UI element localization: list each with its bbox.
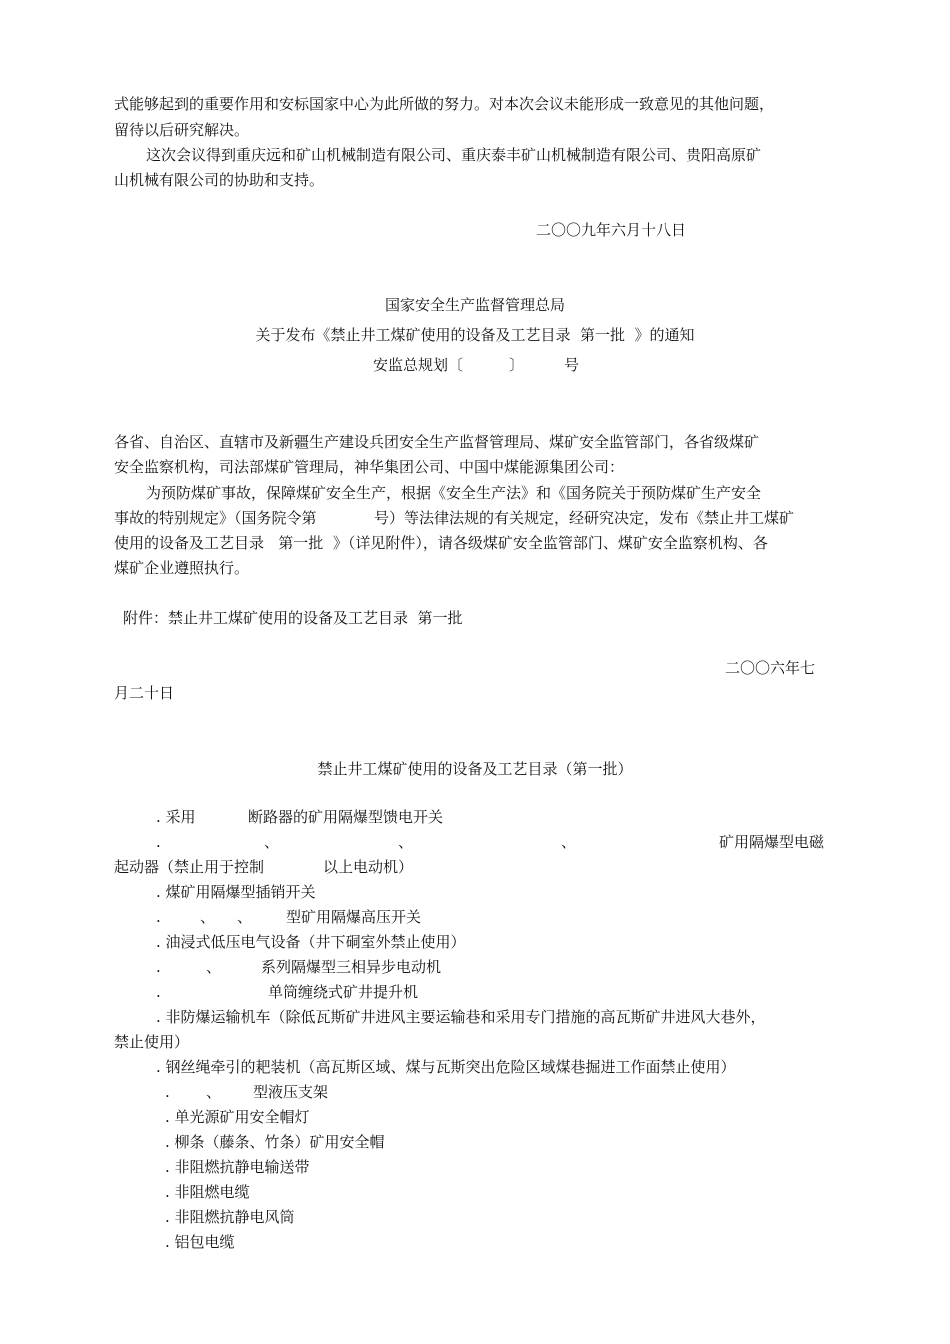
notice-addressee-2: 安全监察机构，司法部煤矿管理局，神华集团公司、中国中煤能源集团公司： xyxy=(114,458,625,476)
notice-docno-prefix: 安监总规划〔 xyxy=(373,356,464,374)
catalog-item-15: . 非阻燃抗静电风筒 xyxy=(165,1208,295,1226)
notice-date-part-2: 月二十日 xyxy=(114,684,175,702)
catalog-item-2f: 起动器（禁止用于控制 xyxy=(114,858,265,876)
catalog-item-5: . 油浸式低压电气设备（井下硐室外禁止使用） xyxy=(156,933,466,951)
catalog-item-6c: 系列隔爆型三相异步电动机 xyxy=(261,958,442,976)
catalog-item-14: . 非阻燃电缆 xyxy=(165,1183,250,1201)
catalog-item-7b: 单筒缠绕式矿井提升机 xyxy=(268,983,419,1001)
catalog-item-2b: 、 xyxy=(264,833,280,851)
intro-date: 二〇〇九年六月十八日 xyxy=(536,221,687,239)
catalog-item-6b: 、 xyxy=(206,958,222,976)
notice-date-part-1: 二〇〇六年七 xyxy=(725,659,816,677)
notice-body-3: 使用的设备及工艺目录 第一批 》（详见附件），请各级煤矿安全监管部门、煤矿安全监察机构、各 xyxy=(114,534,768,552)
intro-line-4: 山机械有限公司的协助和支持。 xyxy=(114,171,325,189)
catalog-item-2c: 、 xyxy=(398,833,414,851)
catalog-item-8a: . 非防爆运输机车（除低瓦斯矿井进风主要运输巷和采用专门措施的高瓦斯矿井进风大巷外， xyxy=(156,1008,766,1026)
catalog-item-4b: 、 xyxy=(200,908,216,926)
catalog-item-16: . 铝包电缆 xyxy=(165,1233,235,1251)
catalog-item-3: . 煤矿用隔爆型插销开关 xyxy=(156,883,316,901)
catalog-item-13: . 非阻燃抗静电输送带 xyxy=(165,1158,310,1176)
intro-line-3: 这次会议得到重庆远和矿山机械制造有限公司、重庆泰丰矿山机械制造有限公司、贵阳高原矿 xyxy=(146,146,762,164)
catalog-item-7a: . xyxy=(156,983,161,1001)
notice-docno-suffix: 号 xyxy=(564,356,580,374)
intro-line-2: 留待以后研究解决。 xyxy=(114,121,250,139)
notice-body-4: 煤矿企业遵照执行。 xyxy=(114,559,250,577)
notice-agency: 国家安全生产监督管理总局 xyxy=(384,296,565,314)
catalog-item-8b: 禁止使用） xyxy=(114,1033,190,1051)
catalog-item-10a: . xyxy=(165,1083,170,1101)
catalog-item-1b: 断路器的矿用隔爆型馈电开关 xyxy=(248,808,444,826)
catalog-title: 禁止井工煤矿使用的设备及工艺目录（第一批） xyxy=(317,760,633,778)
notice-body-1: 为预防煤矿事故，保障煤矿安全生产，根据《安全生产法》和《国务院关于预防煤矿生产安全 xyxy=(146,484,762,502)
notice-attachment: 附件：禁止井工煤矿使用的设备及工艺目录 第一批 xyxy=(123,609,463,627)
catalog-item-2g: 以上电动机） xyxy=(323,858,414,876)
catalog-item-1a: . 采用 xyxy=(156,808,196,826)
catalog-item-12: . 柳条（藤条、竹条）矿用安全帽 xyxy=(165,1133,385,1151)
catalog-item-10c: 型液压支架 xyxy=(253,1083,329,1101)
catalog-item-2e: 矿用隔爆型电磁 xyxy=(719,833,825,851)
catalog-item-6a: . xyxy=(156,958,161,976)
notice-addressee-1: 各省、自治区、直辖市及新疆生产建设兵团安全生产监督管理局、煤矿安全监管部门，各省级煤矿 xyxy=(114,433,760,451)
catalog-item-10b: 、 xyxy=(206,1083,222,1101)
catalog-item-4c: 、 xyxy=(237,908,253,926)
notice-body-2a: 事故的特别规定》（国务院令第 xyxy=(114,509,317,527)
catalog-item-2a: . xyxy=(156,833,161,851)
catalog-item-11: . 单光源矿用安全帽灯 xyxy=(165,1108,310,1126)
catalog-item-2d: 、 xyxy=(561,833,577,851)
notice-docno-bracket: 〕 xyxy=(509,356,525,374)
notice-body-2b: 号）等法律法规的有关规定，经研究决定，发布《禁止井工煤矿 xyxy=(374,509,795,527)
notice-title: 关于发布《禁止井工煤矿使用的设备及工艺目录 第一批 》的通知 xyxy=(255,326,695,344)
catalog-item-4a: . xyxy=(156,908,161,926)
catalog-item-9: . 钢丝绳牵引的耙装机（高瓦斯区域、煤与瓦斯突出危险区域煤巷掘进工作面禁止使用） xyxy=(156,1058,736,1076)
catalog-item-4d: 型矿用隔爆高压开关 xyxy=(286,908,422,926)
intro-line-1: 式能够起到的重要作用和安标国家中心为此所做的努力。对本次会议未能形成一致意见的其他问题， xyxy=(114,95,775,113)
